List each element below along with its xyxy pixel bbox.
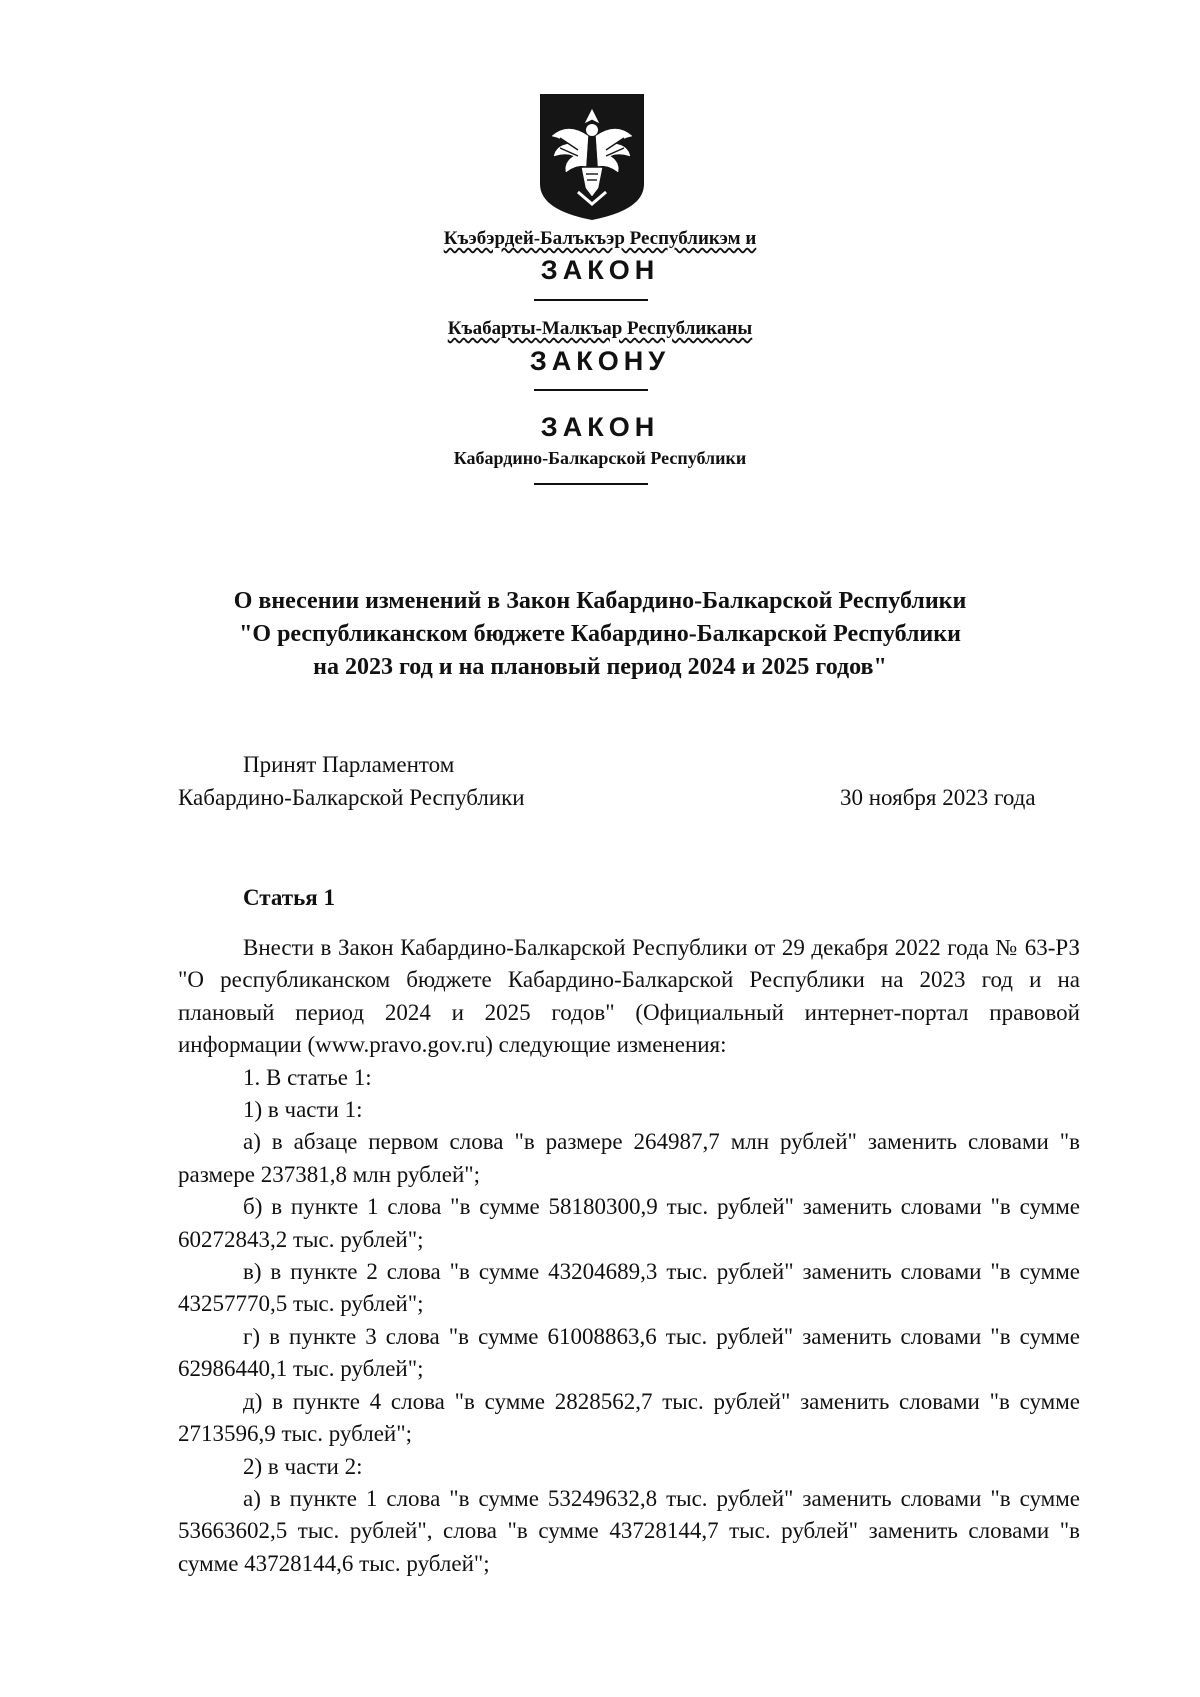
article-heading: Статья 1 <box>243 885 335 910</box>
russian-law-word: ЗАКОН <box>540 412 660 442</box>
law-title-line: "О республиканском бюджете Кабардино-Балкарской Республики <box>239 621 961 647</box>
law-title-line: на 2023 год и на плановый период 2024 и 2025 годов" <box>313 654 887 680</box>
divider <box>534 483 648 485</box>
paragraph: 1) в части 1: <box>243 1097 363 1123</box>
paragraph: 1. В статье 1: <box>243 1064 372 1090</box>
paragraph: г) в пункте 3 слова "в сумме 61008863,6 тыс. рублей" заменить словами "в сумме 62986440,1 тыс. рублей"; <box>178 1323 1080 1382</box>
paragraph: 2) в части 2: <box>243 1453 363 1479</box>
law-title-line: О внесении изменений в Закон Кабардино-Балкарской Республики <box>233 588 967 614</box>
paragraph: д) в пункте 4 слова "в сумме 2828562,7 тыс. рублей" заменить словами "в сумме 2713596,9 тыс. рублей"; <box>178 1388 1080 1447</box>
russian-header-line: Кабардино-Балкарской Республики <box>453 448 747 468</box>
article-body <box>178 932 1080 1580</box>
paragraph: в) в пункте 2 слова "в сумме 43204689,3 тыс. рублей" заменить словами "в сумме 43257770,5 тыс. рублей"; <box>178 1259 1080 1317</box>
kabardian-header-line: Къэбэрдей-Балъкъэр Республикэм и <box>443 228 757 249</box>
coat-of-arms-icon <box>538 92 646 222</box>
law-title <box>0 585 1200 684</box>
adoption-line: Принят Парламентом <box>243 752 455 777</box>
balkar-law-word: ЗАКОНУ <box>529 346 671 376</box>
paragraph: а) в абзаце первом слова "в размере 264987,7 млн рублей" заменить словами "в размере 237381,8 млн рублей"; <box>178 1129 1080 1187</box>
paragraph: Внести в Закон Кабардино-Балкарской Республики от 29 декабря 2022 года № 63-РЗ "О республиканском бюджете Кабардино-Балкарской Республики на 2023 год и на плановый период 2024 и 2025 годов" (Официальный интернет-портал правовой информации (www.pravo.gov.ru) следующие изменения: <box>178 935 1080 1058</box>
kabardian-law-word: ЗАКОН <box>540 255 660 285</box>
adoption-line: Кабардино-Балкарской Республики <box>178 785 525 810</box>
divider <box>534 389 648 391</box>
balkar-header-line: Къабарты-Малкъар Республиканы <box>447 318 753 339</box>
divider <box>534 299 648 301</box>
paragraph: б) в пункте 1 слова "в сумме 58180300,9 тыс. рублей" заменить словами "в сумме 60272843,2 тыс. рублей"; <box>178 1194 1080 1252</box>
adoption-date: 30 ноября 2023 года <box>840 785 1036 810</box>
paragraph: а) в пункте 1 слова "в сумме 53249632,8 тыс. рублей" заменить словами "в сумме 53663602,5 тыс. рублей", слова "в сумме 43728144,7 тыс. рублей" заменить словами "в сумме 43728144,6 тыс. рублей"; <box>178 1485 1080 1576</box>
